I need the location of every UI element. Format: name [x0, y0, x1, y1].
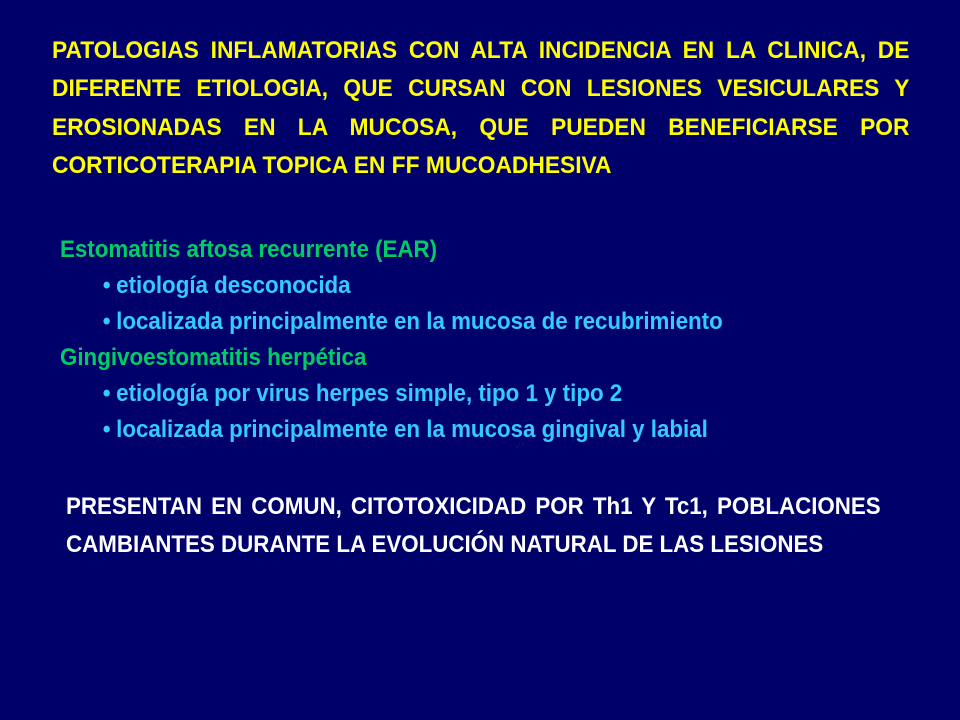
topic-heading-ear: Estomatitis aftosa recurrente (EAR) [60, 236, 438, 263]
bullet-dot-icon: • [102, 380, 111, 407]
bullet-text: localizada principalmente en la mucosa de recubrimiento [116, 308, 723, 335]
topic-heading-herpetic: Gingivoestomatitis herpética [60, 344, 367, 371]
bullet-item [60, 304, 878, 340]
bullet-dot-icon: • [102, 272, 111, 299]
bullet-text: etiología por virus herpes simple, tipo 1 y tipo 2 [116, 380, 623, 407]
slide-title: PATOLOGIAS INFLAMATORIAS CON ALTA INCIDENCIA EN LA CLINICA, DE DIFERENTE ETIOLOGIA, QUE CURSAN CON LESIONES VESICULARES Y EROSIONADAS EN LA MUCOSA, QUE PUEDEN BENEFICIARSE POR CORTICOTERAPIA TOPICA EN FF MUCOADHESIVA [52, 37, 910, 180]
bullet-item [60, 412, 878, 448]
bullet-item [60, 268, 878, 304]
bullet-text: etiología desconocida [116, 272, 351, 299]
bullet-item [60, 376, 878, 412]
bullet-text: localizada principalmente en la mucosa gingival y labial [116, 416, 708, 443]
bullet-dot-icon: • [102, 308, 111, 335]
bullet-dot-icon: • [102, 416, 111, 443]
topic-list [60, 232, 940, 448]
conclusion-text: PRESENTAN EN COMUN, CITOTOXICIDAD POR Th1 Y Tc1, POBLACIONES CAMBIANTES DURANTE LA EVOLUCIÓN NATURAL DE LAS LESIONES [66, 493, 881, 558]
